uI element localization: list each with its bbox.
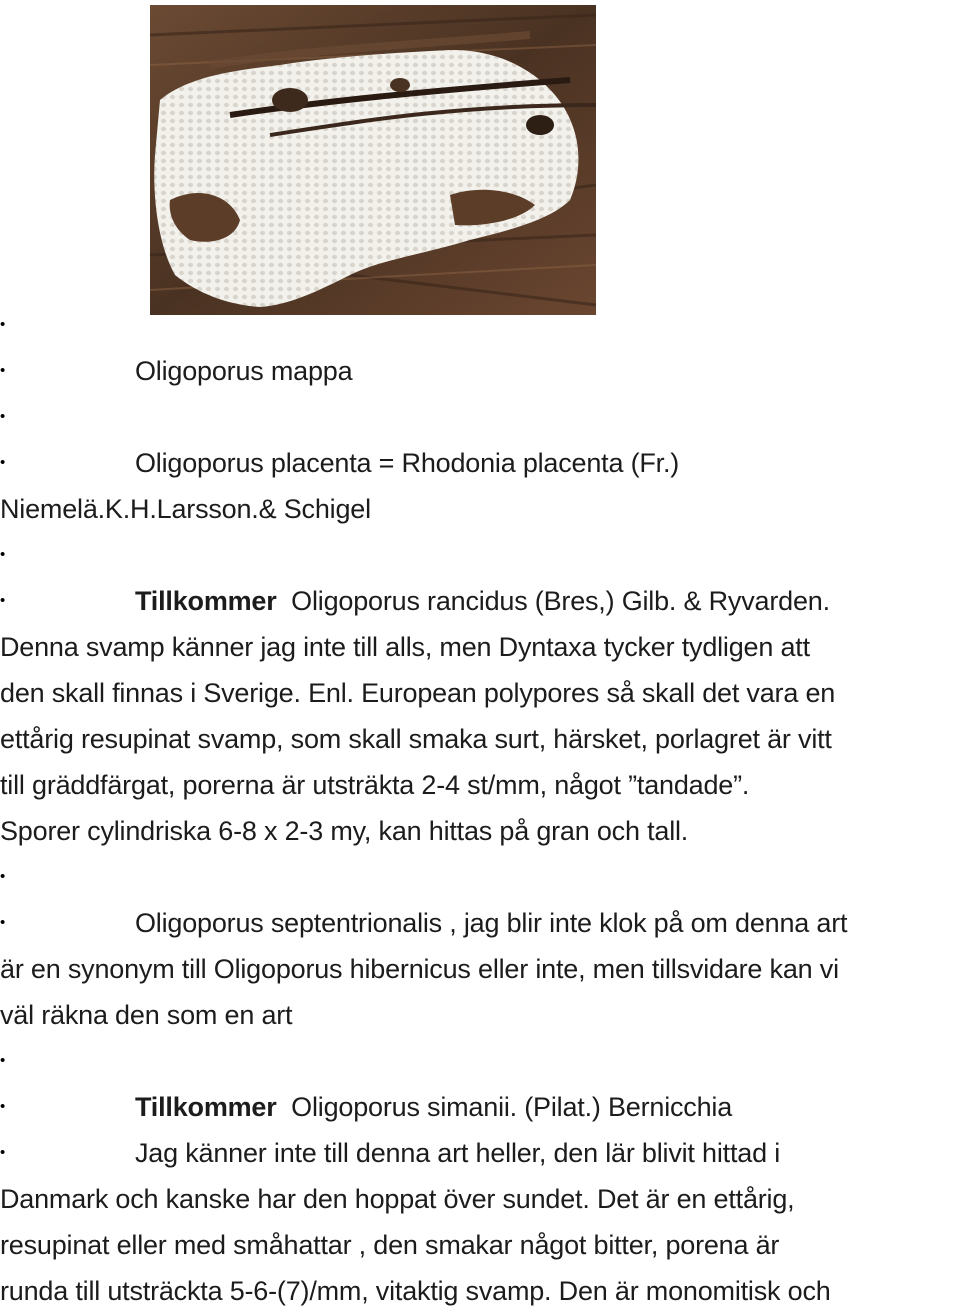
bullet-empty xyxy=(0,394,960,440)
bullet-empty xyxy=(0,532,960,578)
entry-text: Denna svamp känner jag inte till alls, men Dyntaxa tycker tydligen att xyxy=(0,632,810,662)
entry-text: är en synonym till Oligoporus hibernicus eller inte, men tillsvidare kan vi xyxy=(0,954,839,984)
entry-oligoporus-septentrionalis xyxy=(0,900,960,946)
bullet-empty xyxy=(0,854,960,900)
entry-oligoporus-rancidus xyxy=(0,578,960,624)
entry-continuation xyxy=(0,992,960,1038)
fungus-photo-icon xyxy=(150,5,596,315)
entry-text: • Jag känner inte till denna art heller, den lär blivit hittad i xyxy=(135,1138,780,1168)
entry-text: Niemelä.K.H.Larsson.& Schigel xyxy=(0,494,371,524)
tillkommer-label: Tillkommer xyxy=(135,586,277,616)
entry-name: • Oligoporus placenta = Rhodonia placenta (Fr.) xyxy=(135,448,680,478)
entry-continuation xyxy=(0,1268,960,1314)
entry-name: • Oligoporus mappa xyxy=(135,356,353,386)
entry-continuation xyxy=(0,1222,960,1268)
entry-continuation xyxy=(0,946,960,992)
entry-continuation xyxy=(0,762,960,808)
entry-continuation xyxy=(0,486,960,532)
entry-heading xyxy=(135,1084,732,1130)
tillkommer-label: Tillkommer xyxy=(135,1092,277,1122)
entry-name: Oligoporus rancidus (Bres,) Gilb. & Ryvarden. xyxy=(291,586,830,616)
entry-text: Danmark och kanske har den hoppat över sundet. Det är en ettårig, xyxy=(0,1184,795,1214)
entry-continuation xyxy=(0,716,960,762)
fungus-photo xyxy=(150,5,596,315)
entry-text: resupinat eller med småhattar , den smakar något bitter, porena är xyxy=(0,1230,780,1260)
entry-text: väl räkna den som en art xyxy=(0,1000,293,1030)
entry-text: till gräddfärgat, porerna är utsträkta 2-4 st/mm, något ”tandade”. xyxy=(0,770,750,800)
entry-oligoporus-placenta xyxy=(0,440,960,486)
entry-oligoporus-simanii xyxy=(0,1084,960,1130)
entry-name: • Oligoporus septentrionalis , jag blir inte klok på om denna art xyxy=(135,908,848,938)
entry-text: den skall finnas i Sverige. Enl. European polypores så skall det vara en xyxy=(0,678,836,708)
entry-oligoporus-mappa xyxy=(0,348,960,394)
entry-continuation xyxy=(0,1176,960,1222)
entry-text: runda till utsträckta 5-6-(7)/mm, vitaktig svamp. Den är monomitisk och xyxy=(0,1276,831,1306)
bullet-empty xyxy=(0,1038,960,1084)
entry-continuation xyxy=(0,624,960,670)
document-body xyxy=(0,302,960,1314)
entry-continuation xyxy=(0,670,960,716)
entry-continuation xyxy=(0,808,960,854)
entry-text: ettårig resupinat svamp, som skall smaka surt, härsket, porlagret är vitt xyxy=(0,724,832,754)
bullet-empty xyxy=(0,302,960,348)
entry-simanii-description xyxy=(0,1130,960,1176)
entry-name: Oligoporus simanii. (Pilat.) Bernicchia xyxy=(291,1092,733,1122)
entry-heading xyxy=(135,578,830,624)
entry-text: Sporer cylindriska 6-8 x 2-3 my, kan hittas på gran och tall. xyxy=(0,816,689,846)
